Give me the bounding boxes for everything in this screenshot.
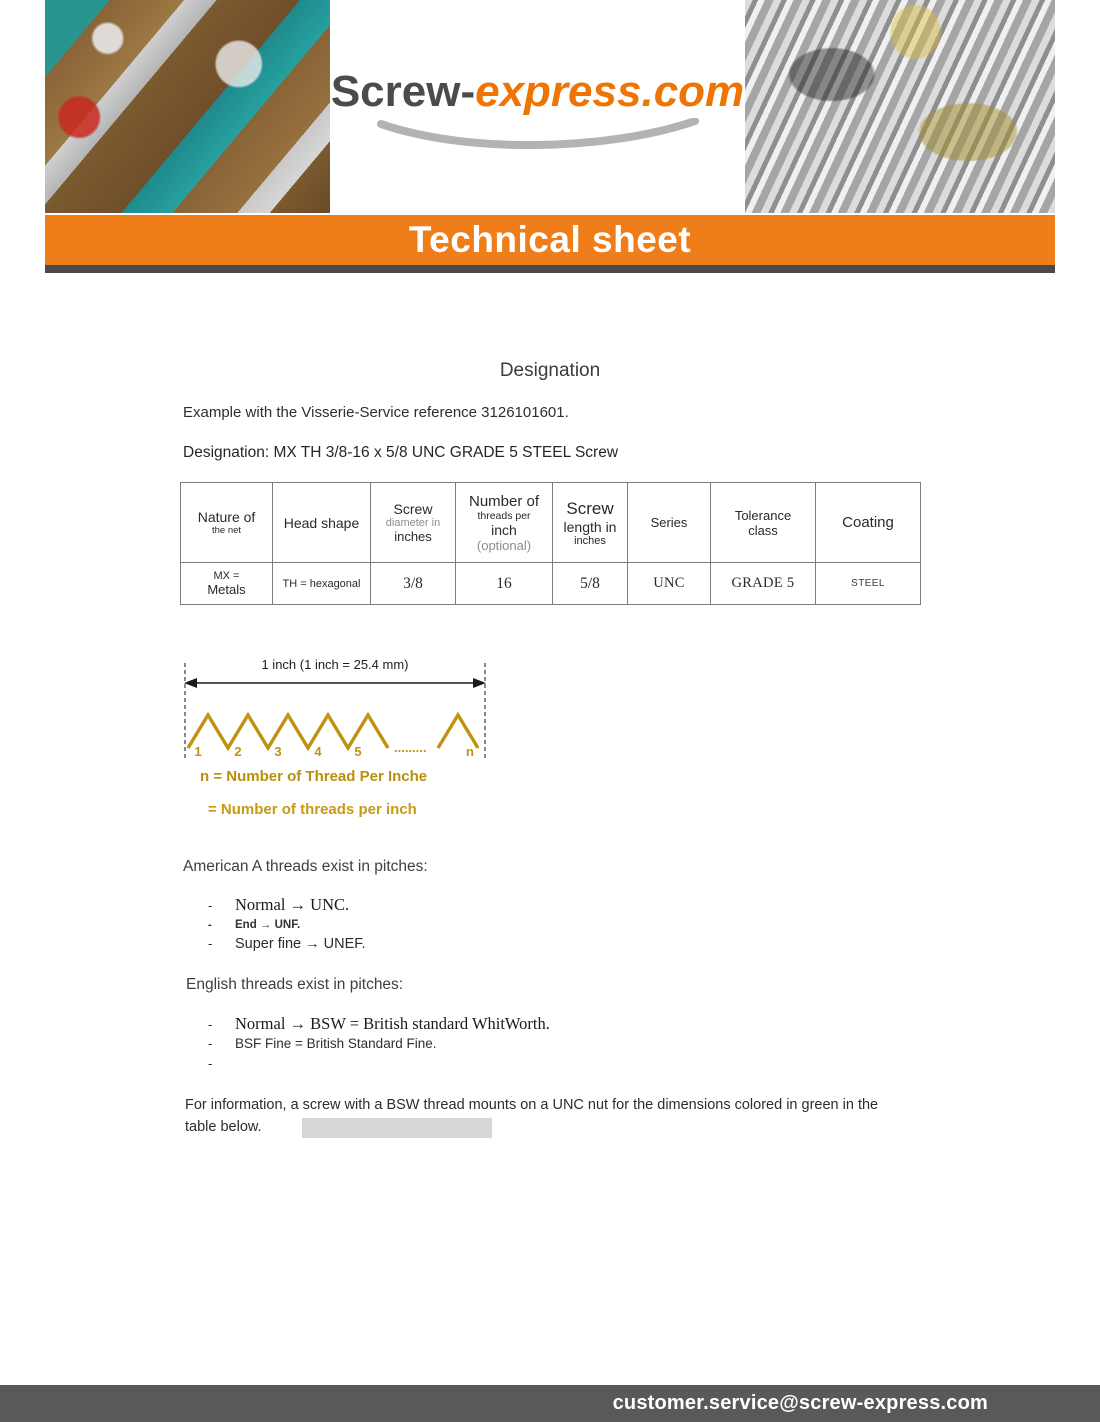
cell-line: 3/8	[403, 574, 423, 592]
list-dash: -	[208, 1056, 213, 1071]
american-threads-heading: American A threads exist in pitches:	[183, 858, 428, 875]
logo	[330, 0, 745, 213]
list-dash: -	[208, 1036, 213, 1051]
cell-diameter	[371, 563, 456, 605]
table-data-row	[181, 563, 921, 605]
list-item-text: BSF Fine = British Standard Fine.	[235, 1036, 437, 1051]
cell-line: TH = hexagonal	[282, 577, 361, 590]
thread-zigzag-graphic	[180, 663, 490, 765]
example-line: Example with the Visserie-Service reference 3126101601.	[183, 404, 569, 421]
designation-line: Designation: MX TH 3/8-16 x 5/8 UNC GRADE 5 STEEL Screw	[183, 444, 619, 461]
col-header-coating	[816, 483, 921, 563]
header-line: Series	[650, 515, 688, 530]
logo-swoosh-icon	[373, 118, 703, 152]
cell-line: UNC	[653, 575, 685, 591]
list-item	[208, 1056, 235, 1071]
dots-label: .........	[394, 740, 427, 755]
header-photo-workbench	[45, 0, 330, 213]
list-item	[208, 895, 349, 915]
header-line: length in	[563, 518, 617, 535]
section-title: Designation	[499, 360, 601, 381]
tick-label: 5	[354, 744, 362, 759]
list-dash: -	[208, 898, 213, 913]
cell-head-shape	[273, 563, 371, 605]
header-line: threads per	[477, 509, 531, 522]
header-line: inches	[574, 534, 606, 547]
banner-title: Technical sheet	[408, 219, 692, 260]
cell-series	[628, 563, 711, 605]
cell-tolerance	[711, 563, 816, 605]
header-line: Tolerance	[734, 507, 792, 523]
n-label: n	[466, 744, 474, 759]
cell-line: 16	[496, 574, 512, 592]
col-header-head-shape	[273, 483, 371, 563]
list-item	[208, 1036, 436, 1051]
header-line: Head shape	[283, 514, 360, 531]
col-header-nature	[181, 483, 273, 563]
cell-line: MX =	[213, 570, 240, 582]
header-line: (optional)	[476, 537, 532, 553]
list-dash: -	[208, 1017, 213, 1032]
list-item	[208, 936, 366, 952]
logo-text-secondary: express.com	[475, 66, 745, 116]
cell-line: Metals	[207, 582, 246, 597]
table-header-row	[181, 483, 921, 563]
list-item-text: Super fine → UNEF.	[235, 936, 366, 952]
header-line: Screw	[566, 498, 614, 518]
header-line: Number of	[468, 492, 540, 510]
col-header-threads-per-inch	[456, 483, 553, 563]
thread-pitch-diagram	[180, 655, 490, 773]
footer-bar	[0, 1385, 1100, 1422]
thread-caption-sub: = Number of threads per inch	[208, 801, 417, 818]
header-line: inch	[491, 521, 517, 538]
list-item	[208, 1014, 550, 1034]
thread-caption-bold: n = Number of Thread Per Inche	[200, 768, 428, 785]
col-header-diameter	[371, 483, 456, 563]
list-dash: -	[208, 919, 212, 931]
cell-length	[553, 563, 628, 605]
tick-label: 1	[194, 744, 202, 759]
designation-table	[180, 482, 921, 605]
tick-label: 3	[274, 744, 282, 759]
header-line: inches	[394, 529, 432, 544]
arrowhead-left-icon	[184, 678, 197, 688]
cell-line: STEEL	[851, 578, 885, 589]
list-item-text: Normal → BSW = British standard WhitWorth.	[235, 1014, 550, 1033]
col-header-tolerance	[711, 483, 816, 563]
header-line: Nature of	[197, 509, 256, 525]
header-line: class	[748, 522, 778, 538]
banner-shadow	[45, 265, 1055, 273]
list-item	[208, 919, 300, 931]
header-line: the net	[211, 525, 242, 536]
english-threads-heading: English threads exist in pitches:	[186, 976, 404, 993]
inch-dimension-label: 1 inch (1 inch = 25.4 mm)	[261, 657, 409, 672]
logo-text	[330, 66, 745, 116]
cell-line: GRADE 5	[731, 575, 795, 591]
tick-label: 2	[234, 744, 242, 759]
cell-threads-per-inch	[456, 563, 553, 605]
col-header-series	[628, 483, 711, 563]
header-line: Screw	[393, 501, 433, 517]
logo-text-primary: Screw-	[330, 66, 476, 116]
tick-label: 4	[314, 744, 322, 759]
cell-coating	[816, 563, 921, 605]
cell-nature	[181, 563, 273, 605]
cell-line: 5/8	[580, 574, 600, 592]
title-banner	[45, 215, 1055, 265]
list-item-text: End → UNF.	[235, 919, 301, 931]
highlight-artifact	[302, 1118, 492, 1138]
header-line: Coating	[842, 514, 894, 531]
header-line: diameter in	[385, 517, 441, 529]
bsw-unc-note: For information, a screw with a BSW thread mounts on a UNC nut for the dimensions colored in green in the table below.	[185, 1097, 879, 1136]
arrowhead-right-icon	[473, 678, 486, 688]
list-item-text: Normal → UNC.	[235, 895, 350, 914]
list-dash: -	[208, 936, 213, 951]
col-header-length	[553, 483, 628, 563]
header-photo-screws	[745, 0, 1055, 213]
footer-email: customer.service@screw-express.com	[612, 1392, 988, 1414]
